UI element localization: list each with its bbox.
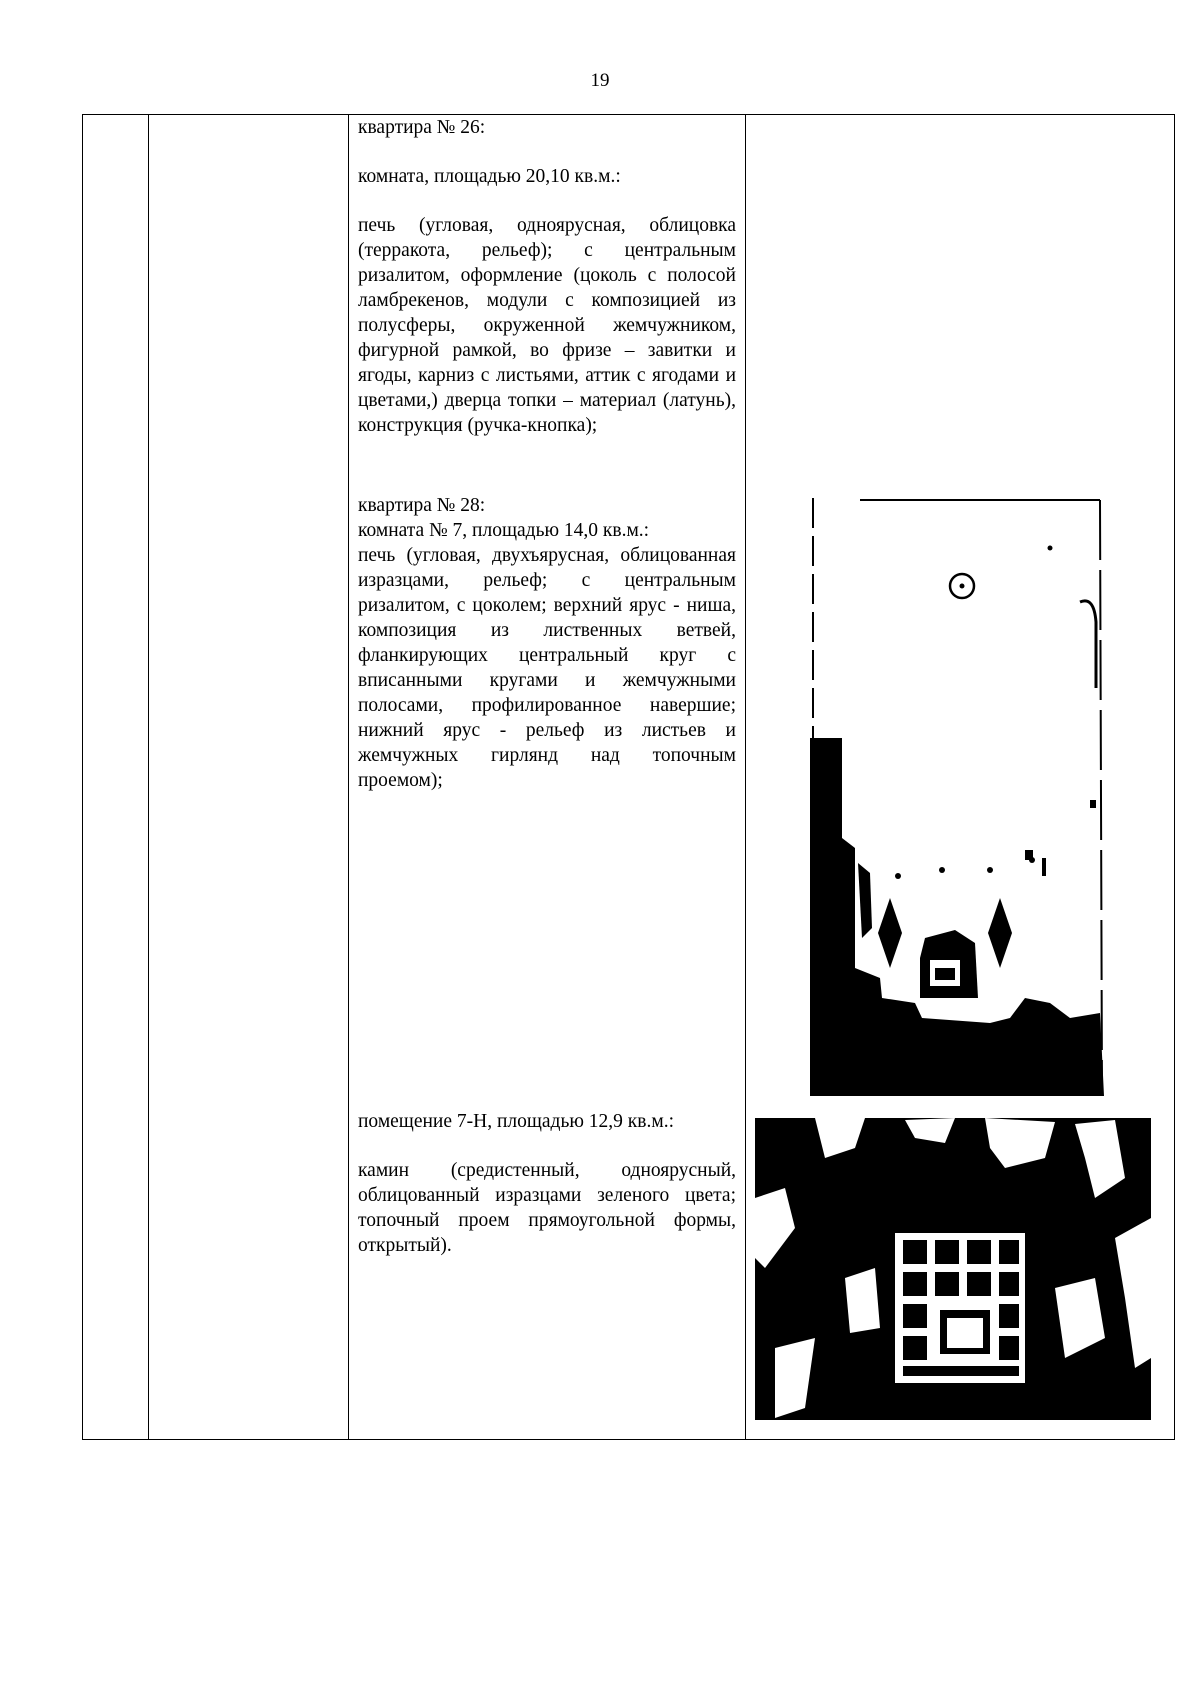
apartment-28-room: комната № 7, площадью 14,0 кв.м.:: [358, 520, 650, 541]
register-table: [82, 114, 1175, 1440]
premise-7h-room: помещение 7-Н, площадью 12,9 кв.м.:: [358, 1111, 674, 1132]
column-divider: [148, 115, 149, 1439]
apartment-28-description: печь (угловая, двухъярусная, облицованная изразцами, рельеф; с центральным ризалитом, с цоколем; верхний ярус - ниша, композиция из лиственных ветвей, фланкирующих центральный круг с вписанными кругами и жемчужными полосами, профилированное навершие; нижний ярус - рельеф из листьев и жемчужных гирлянд над топочным проемом);: [358, 545, 736, 791]
apartment-26-block: [358, 115, 736, 438]
page-number: 19: [590, 70, 610, 91]
fireplace-photo-icon: [755, 1118, 1151, 1420]
apartment-28-heading: квартира № 28:: [358, 495, 486, 516]
stove-photo-icon: [810, 498, 1104, 1096]
column-divider: [745, 115, 746, 1439]
premise-7h-block: [358, 1109, 736, 1258]
column-divider: [348, 115, 349, 1439]
premise-7h-description: камин (средистенный, одноярусный, облицованный изразцами зеленого цвета; топочный проем прямоугольной формы, открытый).: [358, 1160, 736, 1256]
stove-photo: [810, 498, 1104, 1096]
apartment-26-room: комната, площадью 20,10 кв.м.:: [358, 166, 621, 187]
fireplace-photo: [755, 1118, 1151, 1420]
apartment-28-block: [358, 493, 736, 793]
apartment-26-description: печь (угловая, одноярусная, облицовка (терракота, рельеф); с центральным ризалитом, оформление (цоколь с полосой ламбрекенов, модули с композицией из полусферы, окруженной жемчужником, фигурной рамкой, во фризе – завитки и ягоды, карниз с листьями, аттик с ягодами и цветами,) дверца топки – материал (латунь), конструкция (ручка-кнопка);: [358, 215, 736, 436]
apartment-26-heading: квартира № 26:: [358, 117, 486, 138]
